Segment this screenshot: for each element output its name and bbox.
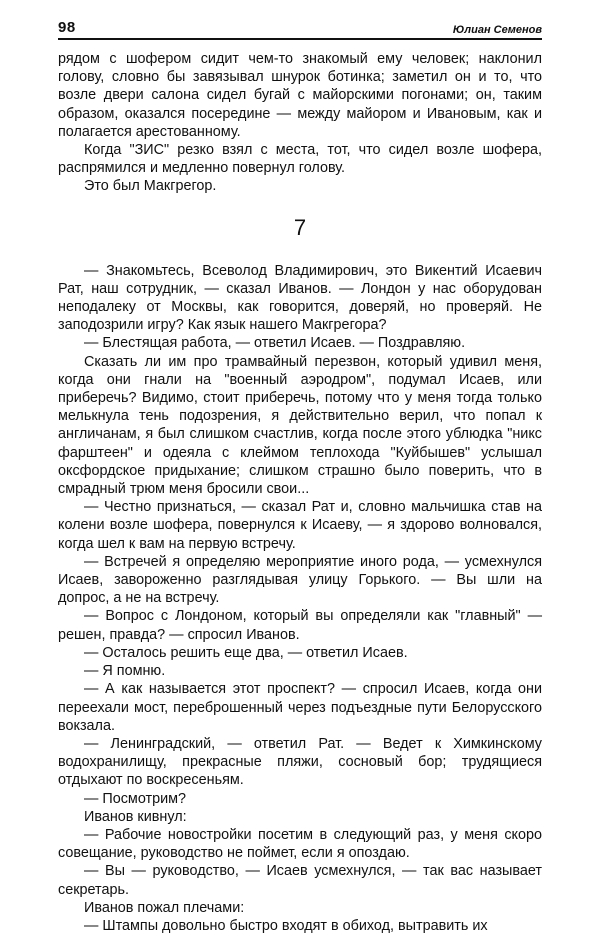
paragraph: — Посмотрим? — [84, 790, 187, 807]
body-text — [58, 50, 542, 935]
paragraph: Иванов пожал плечами: — [84, 899, 245, 916]
paragraph: — Блестящая работа, — ответил Исаев. — Поздравляю. — [84, 335, 466, 352]
paragraph: — Знакомьтесь, Всеволод Владимирович, это Викентий Исаевич Рат, наш сотрудник, — сказал Иванов. — Лондон у нас оборудован неподалеку от Москвы, как говорится, доверяй, но проверяй. Не заподозрили игру? Как язык нашего Макгрегора? — [58, 262, 542, 334]
page-number: 98 — [58, 19, 76, 36]
paragraph: — Честно признаться, — сказал Рат и, словно мальчишка став на колени возле шофера, повернулся к Исаеву, — я здорово волновался, когда шел к вам на первую встречу. — [58, 499, 542, 552]
paragraph: рядом с шофером сидит чем-то знакомый ему человек; наклонил голову, словно бы завязывал шнурок ботинка; заметил он и то, что возле двери салона сидел бугай с майорскими погонами; он, таким образом, оказался посередине — между майором и Ивановым, как и полагается арестованному. — [58, 51, 542, 140]
paragraph: — Вы — руководство, — Исаев усмехнулся, — так вас называет секретарь. — [58, 863, 542, 898]
running-head-author: Юлиан Семенов — [452, 24, 542, 36]
paragraph: — Встречей я определяю мероприятие иного рода, — усмехнулся Исаев, завороженно разглядывая улицу Горького. — Вы шли на допрос, а не на встречу. — [58, 553, 542, 607]
paragraph: Это был Макгрегор. — [84, 178, 217, 195]
chapter-number: 7 — [293, 214, 307, 240]
page-header — [58, 14, 542, 40]
paragraph: — Осталось решить еще два, — ответил Исаев. — [84, 644, 408, 661]
paragraph: — А как называется этот проспект? — спросил Исаев, когда они переехали мост, переброшенный через подъездные пути Белорусского вокзала. — [58, 681, 542, 734]
paragraph: — Ленинградский, — ответил Рат. — Ведет к Химкинскому водохранилищу, прекрасные пляжи, сосновый бор; трудящиеся отдыхают по воскресеньям. — [58, 735, 542, 789]
paragraph: Иванов кивнул: — [84, 808, 187, 825]
paragraph: — Вопрос с Лондоном, который вы определяли как "главный" — решен, правда? — спросил Иванов. — [58, 608, 542, 643]
book-page — [58, 14, 542, 935]
paragraph: Сказать ли им про трамвайный перезвон, который удивил меня, когда они гнали на "военный аэродром", подумал Исаев, или приберечь? Видимо, стоит приберечь, потому что у меня тогда только мелькнула тень подозрения, я действительно верил, что попал к англичанам, я был слишком счастлив, когда после этого ублюдка "никс фарштеен" и одеяла с клеймом теплохода "Куйбышев" услышал оксфордское придыхание; слишком страшно было поверить, что в смрадный трюм меня бросили свои... — [58, 353, 542, 498]
paragraph: — Штампы довольно быстро входят в обиход, вытравить их — [84, 917, 488, 934]
paragraph: — Рабочие новостройки посетим в следующий раз, у меня скоро совещание, руководство не поймет, если я опоздаю. — [58, 826, 542, 862]
paragraph: Когда "ЗИС" резко взял с места, тот, что сидел возле шофера, распрямился и медленно повернул голову. — [58, 142, 542, 177]
paragraph: — Я помню. — [84, 663, 166, 680]
